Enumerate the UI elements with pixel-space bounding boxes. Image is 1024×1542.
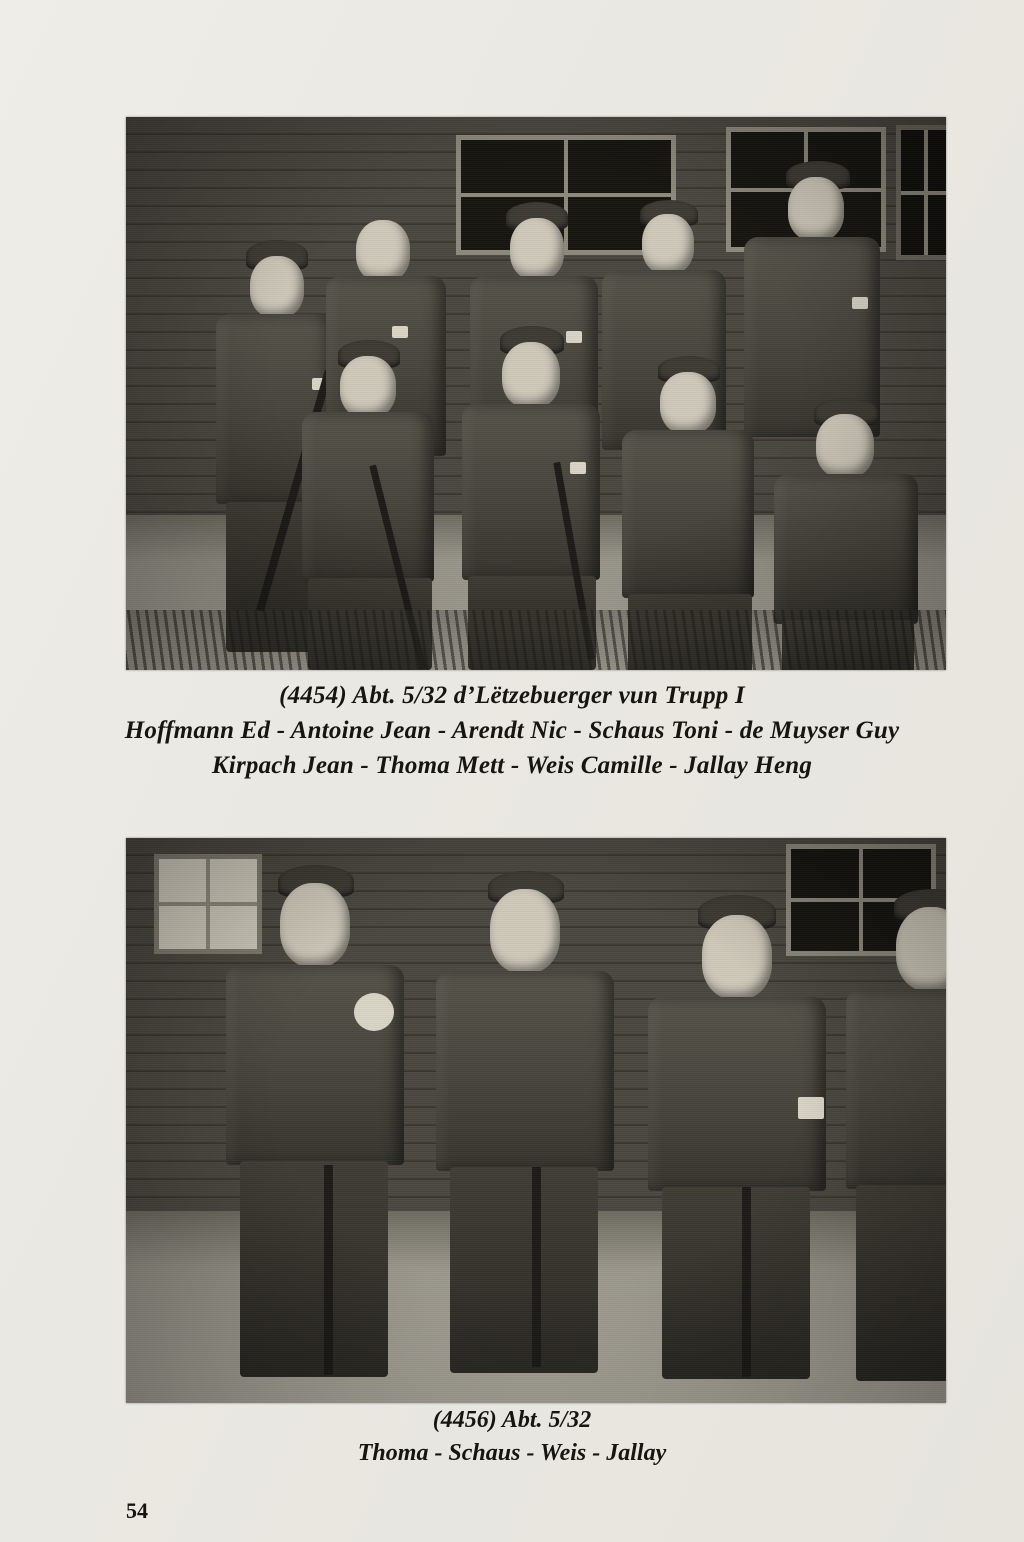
head (490, 889, 560, 973)
torso (648, 997, 826, 1191)
torso (226, 965, 404, 1165)
head (788, 177, 844, 241)
armband (852, 297, 868, 309)
armband (392, 326, 408, 338)
soldier-figure-standing (216, 865, 416, 1385)
window-pane (896, 125, 946, 260)
legs (856, 1185, 946, 1381)
head (502, 342, 560, 408)
armband (354, 993, 394, 1031)
figure-bottom-caption (0, 1404, 1024, 1470)
head (896, 907, 946, 991)
head (280, 883, 350, 967)
caption-line: Hoffmann Ed - Antoine Jean - Arendt Nic - Schaus Toni - de Muyser Guy (124, 717, 900, 744)
figure-top-photograph (126, 117, 946, 670)
torso (846, 989, 946, 1189)
caption-line: Kirpach Jean - Thoma Mett - Weis Camille - Jallay Heng (211, 752, 813, 779)
head (642, 214, 694, 274)
torso (774, 474, 918, 624)
torso (622, 430, 754, 598)
head (660, 372, 716, 434)
walking-stick (324, 1165, 333, 1375)
head (816, 414, 874, 478)
figure-top-caption (0, 678, 1024, 783)
head (250, 256, 304, 318)
soldier-figure-standing (426, 867, 626, 1377)
walking-stick (532, 1167, 541, 1367)
armband (570, 462, 586, 474)
torso (302, 412, 434, 582)
grass-foreground (126, 610, 946, 670)
legs (240, 1161, 388, 1377)
head (510, 218, 564, 280)
torso (436, 971, 614, 1171)
soldier-figure-standing (838, 875, 946, 1385)
legs (450, 1167, 598, 1373)
walking-stick (742, 1187, 751, 1377)
figure-bottom-photograph (126, 838, 946, 1403)
head (340, 356, 396, 418)
torso (462, 404, 600, 580)
caption-line: (4456) Abt. 5/32 (432, 1407, 592, 1433)
soldier-figure-standing (636, 881, 836, 1381)
legs (662, 1187, 810, 1379)
head (702, 915, 772, 999)
page-number: 54 (126, 1498, 148, 1523)
head (356, 220, 410, 282)
armband (798, 1097, 824, 1119)
caption-line: (4454) Abt. 5/32 d’Lëtzebuerger vun Trupp I (279, 682, 745, 709)
caption-line: Thoma - Schaus - Weis - Jallay (357, 1440, 667, 1466)
